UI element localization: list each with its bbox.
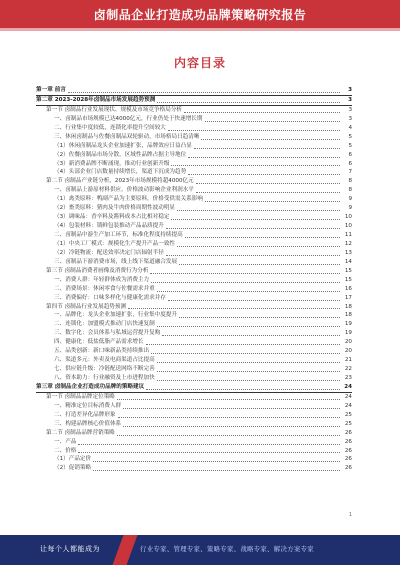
toc-entry-text: （1）休闲卤制品龙头企业加速扩张，品牌效应日益凸显 bbox=[54, 142, 192, 149]
toc-entry-page: 20 bbox=[344, 348, 352, 355]
toc-leader-dots bbox=[93, 470, 340, 471]
toc-leader-dots bbox=[123, 408, 340, 409]
toc-leader-dots bbox=[123, 426, 340, 427]
toc-leader-dots bbox=[205, 121, 341, 122]
toc-entry-text: （4）头部企业门店数量持续增长，渠道下沉成为趋势 bbox=[54, 169, 187, 176]
toc-entry[interactable] bbox=[36, 213, 352, 222]
toc-entry-page: 24 bbox=[344, 383, 352, 390]
toc-entry-page: 6 bbox=[348, 151, 352, 158]
toc-entry[interactable] bbox=[36, 96, 352, 106]
toc-leader-dots bbox=[78, 444, 340, 445]
table-of-contents bbox=[36, 86, 352, 473]
toc-entry-text: （2）佐餐卤制品市场分散，区域性品牌占据主导地位 bbox=[54, 151, 187, 158]
footer-tagline: 行业专家、管理专家、策略专家、战略专家、解决方案专家 bbox=[140, 545, 314, 553]
toc-entry-page: 24 bbox=[344, 393, 352, 400]
toc-entry-page: 6 bbox=[348, 160, 352, 167]
toc-entry[interactable] bbox=[36, 115, 352, 124]
toc-entry-page: 15 bbox=[344, 276, 352, 283]
toc-entry-page: 8 bbox=[348, 178, 352, 185]
toc-entry-page: 15 bbox=[344, 267, 352, 274]
toc-leader-dots bbox=[166, 255, 340, 256]
toc-entry-text: 三、休闲卤制品与佐餐卤制品双轮驱动，市场格局日趋清晰 bbox=[54, 133, 200, 140]
toc-entry-text: 三、数字化：会员体系与私域运营提升复购 bbox=[54, 330, 161, 337]
toc-entry-text: （2）冷链物流：配送效率决定门店辐射半径 bbox=[54, 249, 164, 256]
toc-leader-dots bbox=[157, 326, 340, 327]
toc-entry-page: 3 bbox=[348, 106, 352, 113]
toc-leader-dots bbox=[171, 165, 340, 166]
toc-entry-text: 一、产品 bbox=[54, 438, 77, 445]
toc-entry-text: （1）产品定价 bbox=[54, 456, 92, 463]
toc-entry[interactable] bbox=[36, 186, 352, 195]
toc-entry[interactable] bbox=[36, 151, 352, 160]
toc-entry-text: 三、构建品牌核心价值体系 bbox=[54, 420, 122, 427]
report-header bbox=[0, 0, 400, 28]
header-stripe bbox=[0, 28, 400, 31]
toc-entry[interactable] bbox=[36, 320, 352, 329]
toc-leader-dots bbox=[157, 371, 340, 372]
toc-entry[interactable] bbox=[36, 329, 352, 338]
toc-entry-text: 第三节 卤制品消费者画像及消费行为分析 bbox=[46, 267, 149, 274]
toc-entry[interactable] bbox=[36, 356, 352, 365]
toc-entry[interactable] bbox=[36, 338, 352, 347]
toc-entry[interactable] bbox=[36, 311, 352, 320]
toc-entry-text: 第三章 卤制品企业打造成功品牌的策略建议 bbox=[36, 383, 145, 390]
toc-entry[interactable] bbox=[36, 420, 352, 429]
toc-entry[interactable] bbox=[36, 303, 352, 312]
toc-entry[interactable] bbox=[36, 429, 352, 438]
toc-entry-page: 17 bbox=[344, 294, 352, 301]
toc-entry[interactable] bbox=[36, 177, 352, 186]
toc-entry-page: 3 bbox=[348, 87, 352, 93]
footer-banner bbox=[0, 535, 400, 565]
toc-entry-text: 二、价格 bbox=[54, 447, 77, 454]
toc-leader-dots bbox=[117, 435, 340, 436]
toc-leader-dots bbox=[128, 308, 340, 309]
toc-leader-dots bbox=[146, 344, 340, 345]
toc-entry-text: （3）调味品：香辛料及酱料成本占比相对稳定 bbox=[54, 214, 170, 221]
toc-entry-page: 10 bbox=[344, 214, 352, 221]
toc-leader-dots bbox=[184, 112, 340, 113]
toc-leader-dots bbox=[157, 102, 340, 103]
toc-entry-text: 六、渠道多元：外卖及电商渠道占比提高 bbox=[54, 357, 155, 364]
toc-leader-dots bbox=[188, 157, 340, 158]
toc-entry[interactable] bbox=[36, 222, 352, 231]
toc-leader-dots bbox=[78, 452, 340, 453]
toc-entry-text: 二、卤制品中游生产加工环节，标准化程度持续提高 bbox=[54, 232, 183, 238]
toc-leader-dots bbox=[157, 291, 340, 292]
toc-entry-text: （2）促销策略 bbox=[54, 465, 92, 472]
toc-leader-dots bbox=[146, 389, 340, 390]
toc-leader-dots bbox=[177, 210, 340, 211]
toc-entry-page: 16 bbox=[344, 285, 352, 292]
toc-heading: 内容目录 bbox=[173, 56, 226, 70]
toc-entry-page: 24 bbox=[344, 402, 352, 409]
toc-entry-text: 三、消费偏好：口味多样化与健康化需求并存 bbox=[54, 294, 166, 301]
toc-entry-text: （4）包装材料：锁鲜包装推动产品品质提升 bbox=[54, 223, 164, 230]
toc-entry-text: 一、消费人群：年轻群体成为消费主力 bbox=[54, 276, 150, 283]
toc-entry[interactable] bbox=[36, 267, 352, 276]
toc-entry-page: 13 bbox=[344, 249, 352, 256]
toc-entry-page: 23 bbox=[344, 375, 352, 381]
toc-entry[interactable] bbox=[36, 258, 352, 267]
toc-leader-dots bbox=[179, 264, 340, 265]
toc-entry-page: 10 bbox=[344, 223, 352, 230]
toc-leader-dots bbox=[205, 201, 340, 202]
toc-entry[interactable] bbox=[36, 402, 352, 411]
toc-leader-dots bbox=[157, 380, 340, 381]
toc-entry-page: 5 bbox=[348, 133, 352, 140]
toc-entry[interactable] bbox=[36, 374, 352, 383]
toc-entry-text: 二、行业集中度较低，连锁化率提升空间较大 bbox=[54, 124, 166, 131]
toc-entry-page: 22 bbox=[344, 366, 352, 373]
toc-entry-page: 9 bbox=[348, 205, 352, 212]
toc-entry-page: 20 bbox=[344, 339, 352, 346]
toc-entry-text: 二、打造差异化品牌形象 bbox=[54, 411, 116, 418]
toc-entry[interactable] bbox=[36, 347, 352, 356]
toc-entry-page: 12 bbox=[344, 240, 352, 247]
toc-entry-page: 18 bbox=[344, 303, 352, 310]
footer-slogan: 让每个人都能成为 bbox=[40, 545, 100, 553]
toc-entry-page: 26 bbox=[344, 429, 352, 436]
toc-entry-page: 7 bbox=[348, 169, 352, 176]
toc-entry[interactable] bbox=[36, 204, 352, 213]
toc-entry-page: 19 bbox=[344, 321, 352, 328]
toc-entry-text: （3）新消费品牌不断涌现，推动行业创新升级 bbox=[54, 160, 170, 167]
toc-leader-dots bbox=[93, 461, 340, 462]
toc-entry[interactable] bbox=[36, 393, 352, 402]
toc-entry-page: 26 bbox=[344, 465, 352, 472]
toc-entry-page: 14 bbox=[344, 258, 352, 265]
toc-entry-page: 26 bbox=[344, 447, 352, 454]
toc-leader-dots bbox=[171, 219, 340, 220]
toc-entry-text: 一、品牌化：龙头企业加速扩张，行业集中度提升 bbox=[54, 312, 178, 319]
toc-entry-page: 18 bbox=[344, 312, 352, 319]
toc-leader-dots bbox=[162, 335, 340, 336]
toc-entry-text: 三、卤制品下游消费市场，线上线下渠道融合发展 bbox=[54, 258, 178, 265]
toc-entry-page: 8 bbox=[348, 187, 352, 194]
toc-leader-dots bbox=[177, 246, 340, 247]
toc-entry[interactable] bbox=[36, 447, 352, 456]
toc-entry-text: 第二章 2023-2028年卤制品市场发展趋势预测 bbox=[36, 96, 156, 103]
toc-entry-page: 21 bbox=[344, 357, 352, 364]
toc-entry[interactable] bbox=[36, 133, 352, 142]
page-number: 1 bbox=[348, 512, 352, 518]
toc-entry[interactable] bbox=[36, 285, 352, 294]
toc-entry[interactable] bbox=[36, 464, 352, 473]
report-title: 卤制品企业打造成功品牌策略研究报告 bbox=[93, 8, 307, 22]
toc-entry-text: 第一节 卤制品行业发展现状、规模及市场竞争格局分析 bbox=[46, 106, 183, 113]
toc-leader-dots bbox=[201, 139, 340, 140]
toc-entry-page: 5 bbox=[348, 142, 352, 149]
toc-leader-dots bbox=[168, 300, 340, 301]
toc-entry-text: 二、连锁化：加盟模式推动门店快速复制 bbox=[54, 321, 155, 328]
toc-entry[interactable] bbox=[36, 160, 352, 169]
toc-entry-page: 9 bbox=[348, 196, 352, 203]
toc-entry-text: 七、供应链升级：冷链配送网络不断完善 bbox=[54, 366, 155, 373]
toc-leader-dots bbox=[185, 237, 340, 238]
toc-leader-dots bbox=[166, 228, 340, 229]
toc-entry-text: 一、精准定位目标消费人群 bbox=[54, 402, 122, 409]
toc-entry[interactable] bbox=[36, 106, 352, 115]
toc-entry-page: 4 bbox=[348, 124, 352, 131]
toc-entry[interactable] bbox=[36, 124, 352, 133]
toc-leader-dots bbox=[118, 417, 340, 418]
toc-entry-text: 五、品类创新：新口味新品类持续推出 bbox=[54, 348, 150, 355]
toc-entry[interactable] bbox=[36, 142, 352, 151]
toc-entry[interactable] bbox=[36, 240, 352, 249]
toc-entry-text: 八、资本助力：行业融资及上市进程加快 bbox=[54, 375, 155, 381]
toc-leader-dots bbox=[151, 353, 340, 354]
toc-entry-text: （2）畜类原料：猪肉及牛肉价格周期性波动明显 bbox=[54, 205, 176, 212]
toc-entry[interactable] bbox=[36, 195, 352, 204]
toc-leader-dots bbox=[179, 317, 340, 318]
toc-leader-dots bbox=[117, 399, 340, 400]
toc-entry[interactable] bbox=[36, 294, 352, 303]
toc-entry-text: 第一章 前言 bbox=[36, 87, 66, 93]
toc-entry-text: 二、消费场景：休闲零食与佐餐需求并重 bbox=[54, 285, 155, 292]
toc-entry[interactable] bbox=[36, 249, 352, 258]
toc-entry-page: 19 bbox=[344, 330, 352, 337]
toc-entry[interactable] bbox=[36, 411, 352, 420]
toc-entry-text: （1）中央工厂模式：规模化生产提升产品一致性 bbox=[54, 240, 176, 247]
toc-entry-page: 3 bbox=[348, 115, 352, 122]
toc-entry-text: 一、卤制品上游原材料供应，价格波动影响企业利润水平 bbox=[54, 187, 194, 194]
toc-leader-dots bbox=[151, 282, 340, 283]
toc-entry-text: 四、健康化：低盐低脂产品需求增长 bbox=[54, 339, 144, 346]
toc-entry-page: 3 bbox=[348, 96, 352, 103]
toc-entry-text: 第一节 卤制品品牌定位策略 bbox=[46, 393, 115, 400]
toc-leader-dots bbox=[157, 362, 340, 363]
toc-entry[interactable] bbox=[36, 455, 352, 464]
toc-entry[interactable] bbox=[36, 276, 352, 285]
toc-entry-text: 一、卤制品市场规模已达4000亿元，行业仍处于快速增长期 bbox=[54, 115, 203, 122]
toc-entry-page: 25 bbox=[344, 420, 352, 427]
toc-leader-dots bbox=[196, 192, 340, 193]
toc-entry[interactable] bbox=[36, 86, 352, 96]
toc-entry-page: 11 bbox=[344, 232, 352, 238]
toc-entry[interactable] bbox=[36, 365, 352, 374]
toc-leader-dots bbox=[168, 130, 340, 131]
toc-entry-text: 第四节 卤制品行业发展趋势预测 bbox=[46, 303, 127, 310]
toc-entry-page: 25 bbox=[344, 411, 352, 418]
toc-leader-dots bbox=[68, 92, 340, 93]
toc-entry[interactable] bbox=[36, 168, 352, 177]
toc-leader-dots bbox=[188, 174, 340, 175]
toc-entry-text: 第二节 卤制品产业链分析，2023年市场规模将超4000亿元 bbox=[46, 178, 194, 185]
toc-entry[interactable] bbox=[36, 438, 352, 447]
footer-accent-stripe bbox=[113, 535, 138, 565]
toc-entry[interactable] bbox=[36, 383, 352, 393]
toc-entry-text: （1）禽类原料：鸭副产品为主要原料，价格受供需关系影响 bbox=[54, 196, 203, 203]
toc-leader-dots bbox=[196, 183, 340, 184]
toc-entry-page: 26 bbox=[344, 438, 352, 445]
toc-leader-dots bbox=[194, 148, 340, 149]
toc-entry-page: 26 bbox=[344, 456, 352, 463]
toc-leader-dots bbox=[150, 273, 340, 274]
toc-entry[interactable] bbox=[36, 231, 352, 240]
toc-entry-text: 第二节 卤制品品牌营销策略 bbox=[46, 429, 115, 436]
